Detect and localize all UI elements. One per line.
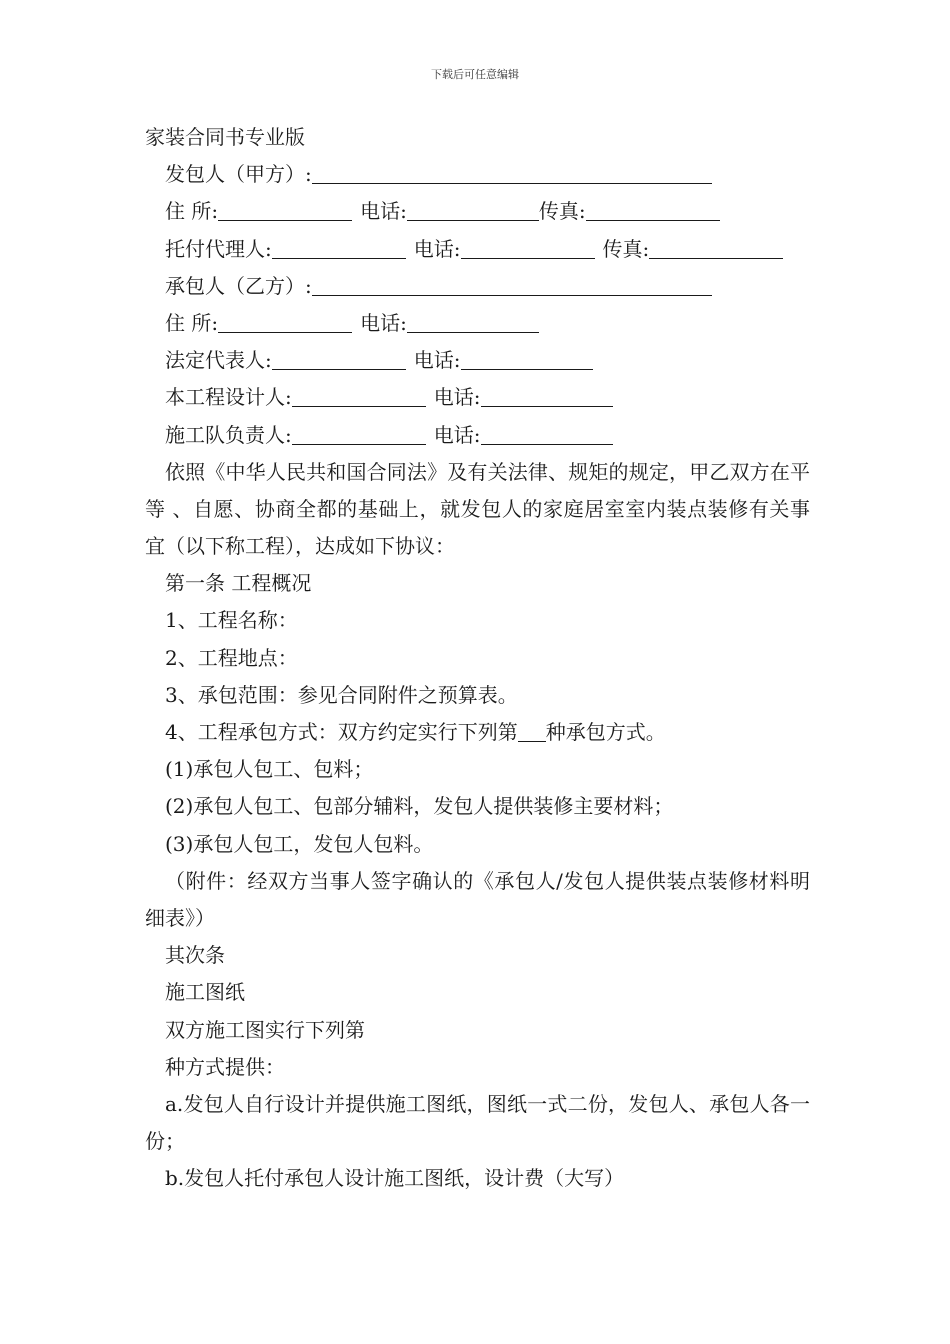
agent-blank[interactable]	[272, 238, 406, 259]
phone-label: 电话:	[360, 199, 407, 224]
fax-label: 传真:	[602, 236, 650, 261]
team-lead-row	[145, 417, 810, 454]
article1-title: 第一条 工程概况	[165, 571, 312, 596]
option-2: (2)承包人包工、包部分辅料，发包人提供装修主要材料；	[165, 794, 674, 819]
designer-row	[145, 379, 810, 416]
legal-rep-blank[interactable]	[272, 349, 406, 370]
agent-phone-blank[interactable]	[461, 238, 595, 259]
phone-label: 电话:	[433, 385, 481, 410]
contractor-label: 承包人（乙方）:	[165, 273, 312, 298]
option-3: (3)承包人包工，发包人包料。	[165, 831, 434, 856]
employer-address-row	[145, 193, 810, 230]
document-title: 家装合同书专业版	[145, 125, 305, 149]
legal-rep-phone-blank[interactable]	[461, 349, 593, 370]
designer-blank[interactable]	[292, 386, 426, 407]
employer-blank[interactable]	[312, 163, 712, 184]
employer-address-blank[interactable]	[218, 200, 352, 221]
phone-label: 电话:	[413, 236, 461, 261]
designer-phone-blank[interactable]	[481, 386, 613, 407]
method-number-blank[interactable]	[518, 721, 546, 742]
page-header: 下载后可任意编辑	[431, 68, 519, 81]
drawing-method-line-2: 种方式提供：	[165, 1054, 285, 1079]
contract-method-text: 4、工程承包方式：双方约定实行下列第	[165, 720, 518, 745]
address-label: 住 所:	[165, 199, 219, 224]
address-label: 住 所:	[165, 310, 219, 335]
article2-title: 其次条	[165, 943, 225, 968]
designer-label: 本工程设计人:	[165, 385, 292, 410]
phone-label: 电话:	[360, 310, 407, 335]
contractor-phone-blank[interactable]	[407, 312, 539, 333]
option-1: (1)承包人包工、包料；	[165, 757, 374, 782]
legal-rep-label: 法定代表人:	[165, 348, 272, 373]
contract-method-item	[145, 714, 810, 751]
contractor-address-blank[interactable]	[218, 312, 352, 333]
contract-method-text-end: 种承包方式。	[545, 720, 666, 745]
scope-item: 3、承包范围：参见合同附件之预算表。	[165, 682, 518, 707]
employer-label: 发包人（甲方）:	[165, 162, 312, 187]
option-a: a.发包人自行设计并提供施工图纸，图纸一式二份，发包人、承包人各一份；	[145, 1091, 810, 1154]
employer-fax-blank[interactable]	[586, 200, 720, 221]
appendix-note: （附件：经双方当事人签字确认的《承包人/发包人提供装点装修材料明细表》）	[145, 868, 810, 930]
contractor-row	[145, 268, 810, 305]
team-lead-phone-blank[interactable]	[481, 424, 613, 445]
agent-fax-blank[interactable]	[649, 238, 783, 259]
team-lead-blank[interactable]	[292, 424, 426, 445]
contractor-blank[interactable]	[312, 275, 712, 296]
phone-label: 电话:	[433, 422, 481, 447]
agent-row	[145, 231, 810, 268]
drawing-method-line: 双方施工图实行下列第	[165, 1017, 365, 1042]
phone-label: 电话:	[413, 348, 461, 373]
team-lead-label: 施工队负责人:	[165, 422, 292, 447]
fax-label: 传真:	[538, 199, 586, 224]
option-b: b.发包人托付承包人设计施工图纸，设计费（大写）	[165, 1166, 625, 1191]
project-name-item: 1、工程名称：	[165, 608, 298, 633]
article2-subtitle: 施工图纸	[165, 980, 245, 1005]
contract-document	[145, 119, 810, 1198]
contractor-address-row	[145, 305, 810, 342]
project-location-item: 2、工程地点：	[165, 645, 298, 670]
employer-phone-blank[interactable]	[407, 200, 539, 221]
legal-rep-row	[145, 342, 810, 379]
intro-paragraph: 依照《中华人民共和国合同法》及有关法律、规矩的规定，甲乙双方在平等 、自愿、协商全都的基础上，就发包人的家庭居室室内装点装修有关事宜（以下称工程），达成如下协议：	[145, 459, 810, 559]
agent-label: 托付代理人:	[165, 236, 272, 261]
employer-row	[145, 156, 810, 193]
